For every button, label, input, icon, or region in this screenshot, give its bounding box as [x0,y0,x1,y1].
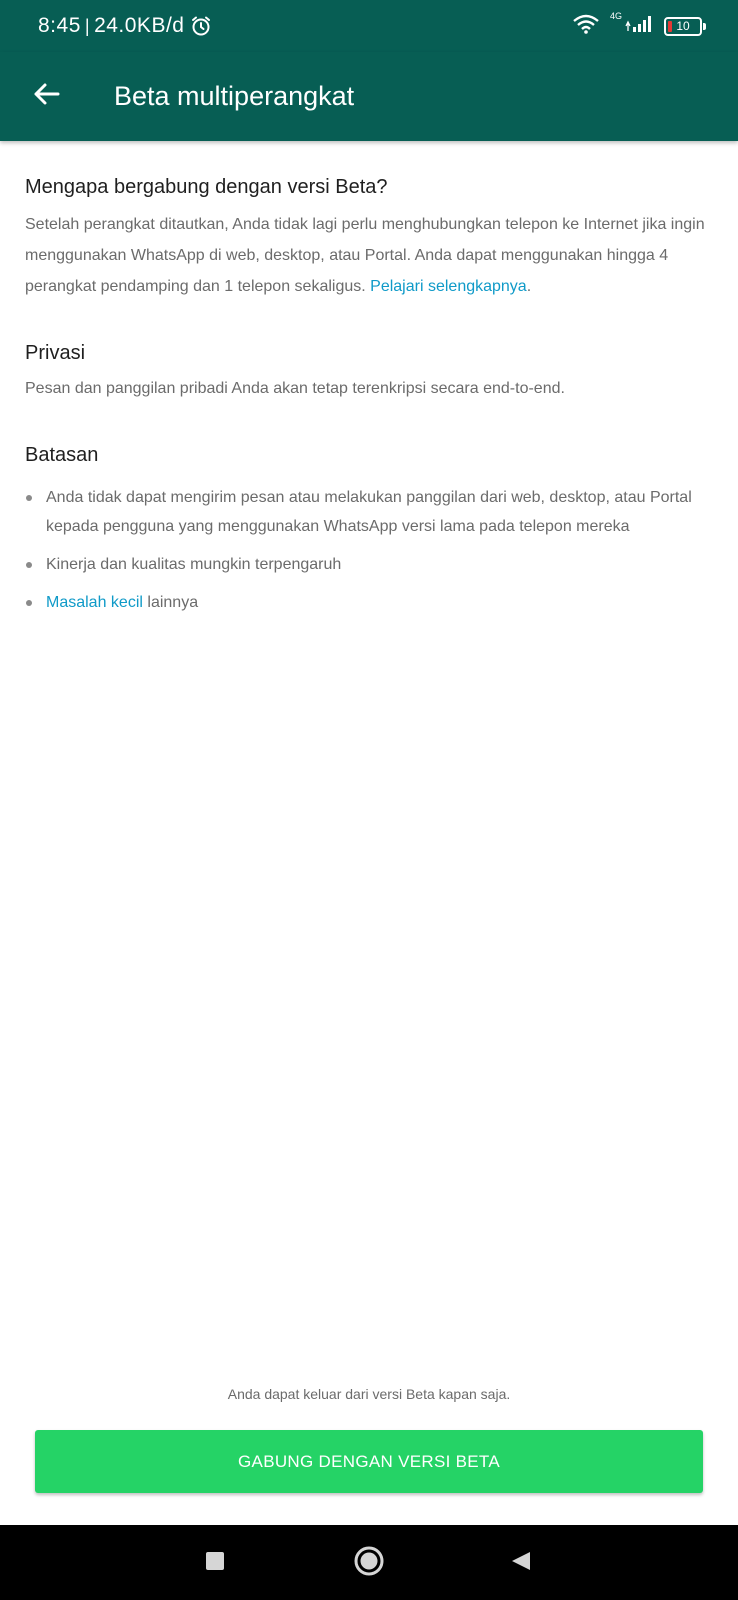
list-item [25,483,715,541]
list-item-text: Anda tidak dapat mengirim pesan atau melakukan panggilan dari web, desktop, atau Portal kepada pengguna yang menggunakan WhatsApp versi lama pada telepon mereka [46,489,692,535]
learn-more-link[interactable]: Pelajari selengkapnya [370,278,527,295]
app-bar [0,52,738,141]
section-body-privacy: Pesan dan panggilan pribadi Anda akan tetap terenkripsi secara end-to-end. [25,380,565,397]
section-limitations [25,444,715,617]
square-icon [205,1551,225,1576]
page-title: Beta multiperangkat [114,81,355,111]
wifi-icon [572,14,600,39]
status-separator: | [84,15,91,36]
status-bar [0,0,738,52]
footer-note: Anda dapat keluar dari versi Beta kapan saja. [227,1386,511,1402]
bullet-icon [26,495,32,501]
back-button[interactable] [16,67,76,127]
limitations-list [25,483,715,617]
bullet-icon [26,562,32,568]
section-privacy [25,342,715,404]
why-body-text: Setelah perangkat ditautkan, Anda tidak lagi perlu menghubungkan telepon ke Internet jika ingin menggunakan WhatsApp di web, desktop, atau Portal. Anda dapat menggunakan hingga 4 perangkat pendamping dan 1 telepon sekaligus. [25,216,705,295]
network-type-label: 4G [609,10,622,21]
signal-icon [624,15,654,38]
section-title-why: Mengapa bergabung dengan versi Beta? [25,176,388,198]
battery-icon [664,17,702,36]
nav-back-button[interactable] [505,1547,537,1579]
bullet-icon [26,600,32,606]
arrow-left-icon [32,82,60,111]
why-link-suffix: . [526,278,532,295]
home-button[interactable] [353,1547,385,1579]
status-right [572,10,702,39]
triangle-back-icon [510,1550,532,1577]
battery-level: 10 [676,19,690,33]
circle-icon [353,1545,385,1582]
list-item [25,588,715,617]
minor-issues-link[interactable]: Masalah kecil [46,594,143,611]
status-left [38,14,212,38]
main-content [25,176,715,626]
list-item [25,550,715,579]
section-why-join [25,176,715,302]
status-time: 8:45 [38,14,81,37]
list-item-text: Kinerja dan kualitas mungkin terpengaruh [46,556,342,573]
list-item-suffix: lainnya [142,594,199,611]
system-nav-bar [0,1525,738,1600]
section-title-limitations: Batasan [25,444,99,466]
section-body-why [25,209,715,302]
join-beta-button[interactable]: GABUNG DENGAN VERSI BETA [35,1430,703,1493]
status-data-rate: 24.0KB/d [94,14,185,37]
section-title-privacy: Privasi [25,342,86,364]
alarm-icon [190,15,212,37]
recents-button[interactable] [199,1547,231,1579]
